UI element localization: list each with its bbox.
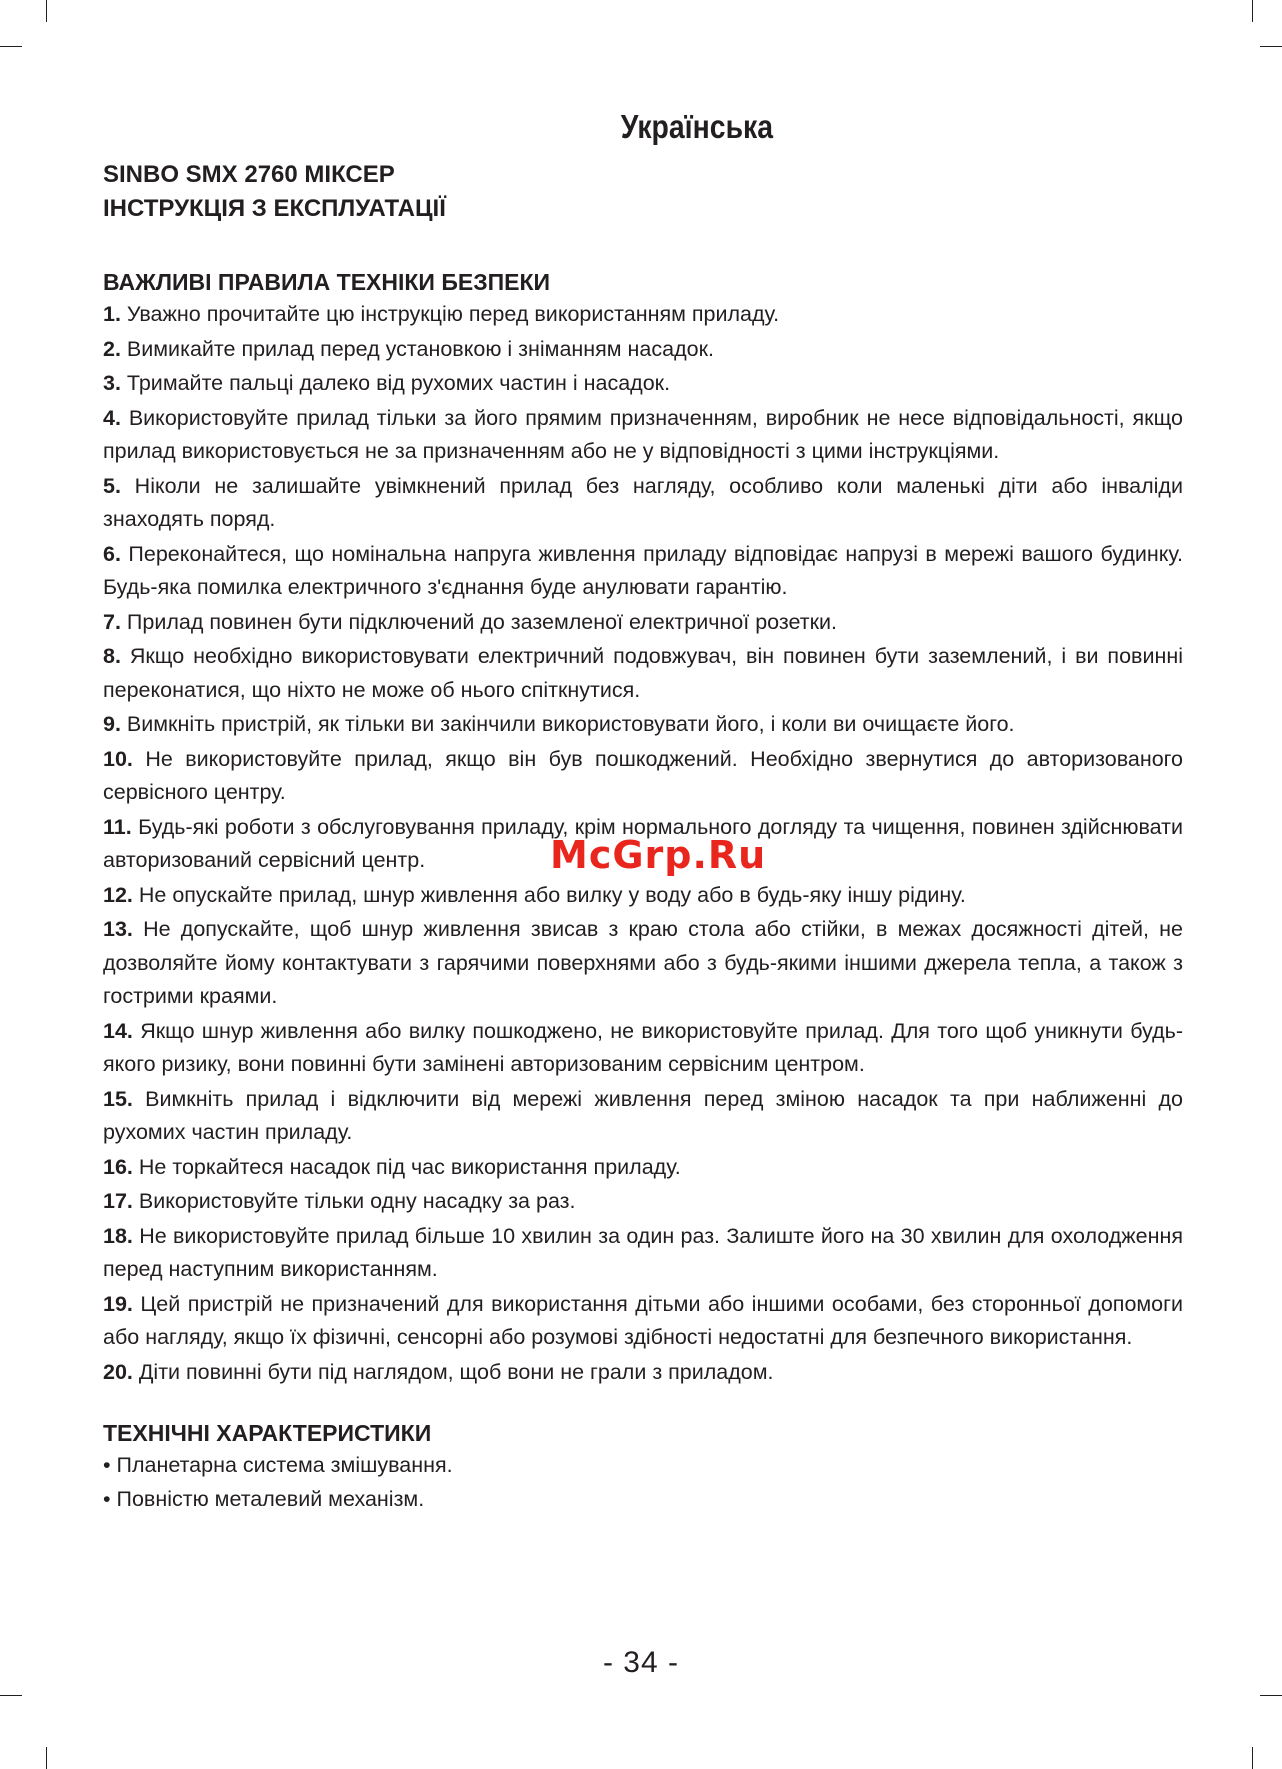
safety-rule [103,1151,1183,1185]
watermark: McGrp.Ru [550,833,767,877]
rule-text: Діти повинні бути під наглядом, щоб вони не грали з приладом. [138,1359,774,1384]
crop-mark [46,1747,47,1769]
rule-number: 19. [103,1291,133,1316]
crop-mark [1260,46,1282,47]
safety-heading: ВАЖЛИВІ ПРАВИЛА ТЕХНІКИ БЕЗПЕКИ [103,269,551,295]
rule-text: Вимкніть пристрій, як тільки ви закінчили використовувати його, і коли ви очищаєте його. [126,712,1015,736]
rule-number: 14. [103,1018,133,1043]
rule-number: 7. [103,609,121,634]
safety-rule [103,1015,1183,1082]
safety-rule [103,1220,1183,1287]
crop-mark [1260,1695,1282,1696]
language-header: Українська [620,108,774,145]
safety-rule [103,1288,1183,1355]
rule-number: 11. [103,814,132,839]
spec-item: • Планетарна система змішування. [103,1453,453,1477]
crop-mark [46,0,47,22]
spec-item: • Повністю металевий механізм. [103,1486,425,1511]
rule-number: 10. [103,746,133,771]
rule-number: 8. [103,644,121,668]
safety-rule [103,470,1183,537]
rule-text: Не опускайте прилад, шнур живлення або вилку у воду або в будь-яку іншу рідину. [138,882,966,907]
rule-text: Не торкайтеся насадок під час використання приладу. [138,1154,681,1179]
specs-heading: ТЕХНІЧНІ ХАРАКТЕРИСТИКИ [103,1420,432,1446]
document-subtitle: ІНСТРУКЦІЯ З ЕКСПЛУАТАЦІЇ [103,195,446,222]
rule-text: Якщо необхідно використовувати електричний подовжувач, він повинен бути заземлений, і ви повинні переконатися, що ніхто не може об нього спіткнутися. [103,644,1183,702]
rule-number: 1. [103,302,121,326]
rule-text: Тримайте пальці далеко від рухомих частин і насадок. [126,371,671,395]
safety-rule [103,1356,1183,1390]
rule-text: Вимикайте прилад перед установкою і зніманням насадок. [126,336,714,361]
safety-rule [103,1185,1183,1219]
rule-number: 9. [103,712,121,736]
safety-rule [103,879,1183,913]
specs-list [103,1449,1183,1516]
rule-text: Не використовуйте прилад більше 10 хвилин за один раз. Залиште його на 30 хвилин для охолодження перед наступним використанням. [103,1223,1183,1281]
rule-text: Уважно прочитайте цю інструкцію перед використанням приладу. [126,302,780,326]
rule-text: Якщо шнур живлення або вилку пошкоджено, не використовуйте прилад. Для того щоб уникнути будь-якого ризику, вони повинні бути замінені авторизованим сервісним центром. [103,1018,1183,1076]
safety-rule [103,367,1183,401]
safety-rule [103,606,1183,640]
rule-text: Прилад повинен бути підключений до заземленої електричної розетки. [126,609,837,634]
safety-rule [103,708,1183,742]
rule-number: 15. [103,1086,133,1111]
safety-rule [103,402,1183,469]
crop-mark [1252,1747,1253,1769]
rule-text: Використовуйте прилад тільки за його прямим призначенням, виробник не несе відповідальності, якщо прилад використовується не за призначенням або не у відповідності з цими інструкціями. [103,405,1183,463]
safety-rule [103,333,1183,367]
safety-rule [103,538,1183,605]
rule-text: Не використовуйте прилад, якщо він був пошкоджений. Необхідно звернутися до авторизованого сервісного центру. [103,746,1183,804]
safety-rule [103,640,1183,707]
rule-number: 17. [103,1189,133,1213]
document-title: SINBO SMX 2760 МІКСЕР [103,161,395,188]
safety-rule [103,913,1183,1014]
safety-section [103,266,1183,1389]
page-number: - 34 - [602,1646,680,1679]
specs-section [103,1417,1183,1516]
rule-number: 6. [103,541,121,566]
rule-text: Переконайтеся, що номінальна напруга живлення приладу відповідає напрузі в мережі вашого будинку. Будь-яка помилка електричного з'єднання буде анулювати гарантію. [103,541,1183,599]
rule-text: Ніколи не залишайте увімкнений прилад без нагляду, особливо коли маленькі діти або інваліди знаходять поряд. [103,473,1183,531]
safety-rule [103,298,1183,332]
rule-text: Вимкніть прилад і відключити від мережі живлення перед зміною насадок та при наближенні до рухомих частин приладу. [103,1086,1183,1144]
rule-number: 2. [103,336,121,361]
rule-text: Будь-які роботи з обслуговування приладу, крім нормального догляду та чищення, повинен здійснювати авторизований сервісний центр. [103,814,1183,872]
crop-mark [0,46,22,47]
rule-number: 20. [103,1359,133,1384]
rule-number: 13. [103,917,133,941]
rule-number: 16. [103,1154,133,1179]
rule-number: 3. [103,371,121,395]
rule-text: Цей пристрій не призначений для використання дітьми або іншими особами, без сторонньої допомоги або нагляду, якщо їх фізичні, сенсорні або розумові здібності недостатні для безпечного використання. [103,1291,1183,1349]
crop-mark [1252,0,1253,22]
rule-text: Використовуйте тільки одну насадку за раз. [138,1189,576,1213]
rule-number: 5. [103,473,121,498]
crop-mark [0,1695,22,1696]
rule-number: 12. [103,882,133,907]
rule-number: 18. [103,1223,133,1248]
rule-text: Не допускайте, щоб шнур живлення звисав з краю стола або стійки, в межах досяжності дітей, не дозволяйте йому контактувати з гарячими поверхнями або з будь-якими іншими джерела тепла, а також з гострими краями. [103,917,1183,1008]
rule-number: 4. [103,405,121,430]
safety-rule [103,1083,1183,1150]
safety-rule [103,743,1183,810]
